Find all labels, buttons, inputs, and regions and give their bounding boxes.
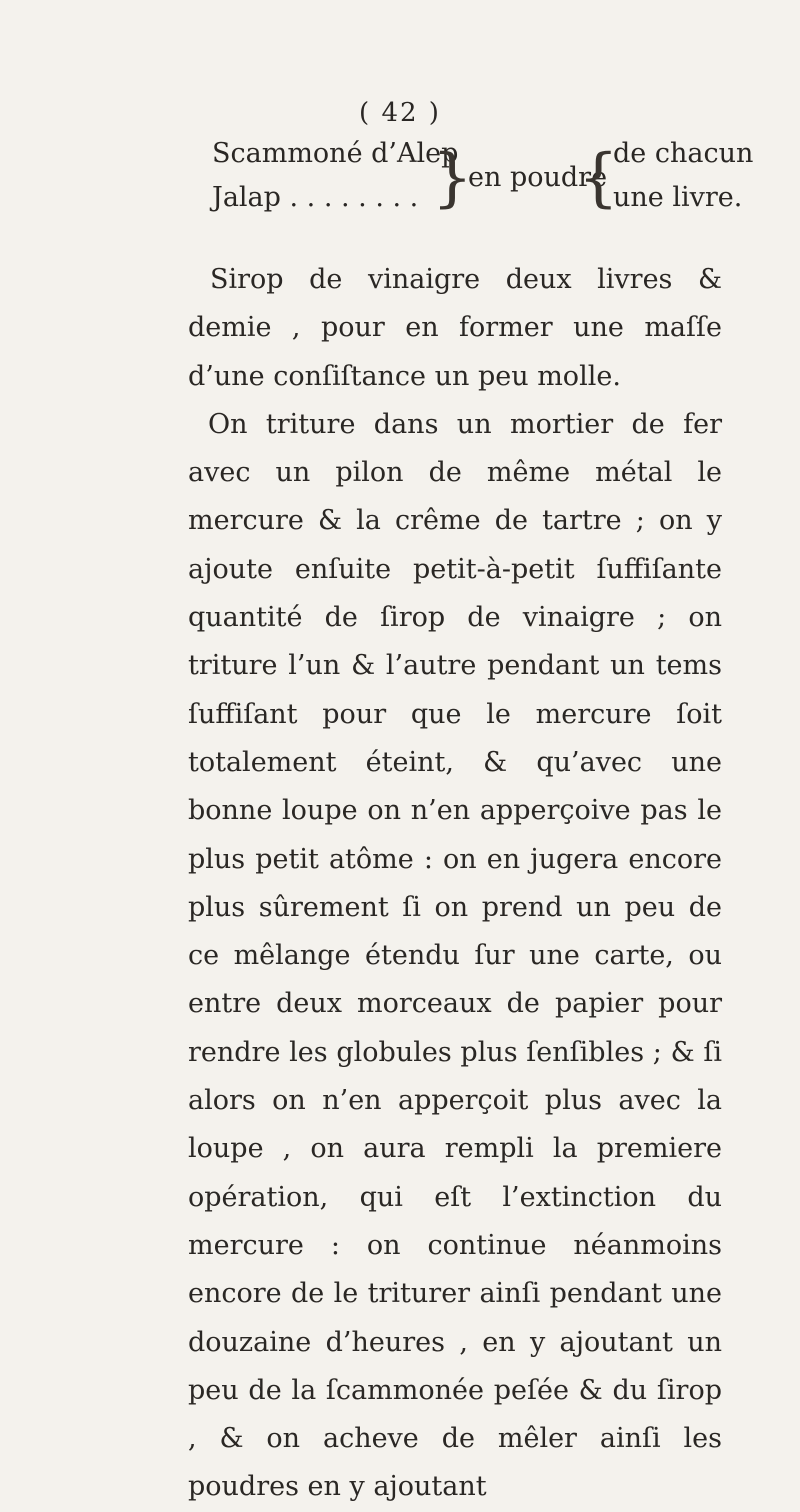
ingredient-scammony: Scammoné d’Alep: [212, 138, 459, 169]
paragraph-syrup: Sirop de vinaigre deux livres & demie , pour en former une maſſe d’une conſiſtance un peu molle.: [188, 264, 722, 392]
ingredient-jalap: Jalap . . . . . . . .: [212, 182, 419, 213]
page-number: ( 42 ): [359, 98, 441, 128]
body-text: [188, 256, 722, 1512]
preparation-note: en poudre: [468, 162, 608, 193]
quantity-pound: une livre.: [613, 182, 743, 213]
right-brace-icon: }: [432, 141, 473, 215]
recipe-block: [0, 138, 800, 238]
paragraph-method: On triture dans un mortier de fer avec un pilon de même métal le mercure & la crême de tartre ; on y ajoute enſuite petit-à-petit ſuffiſante quantité de ſirop de vinaigre ; on triture l’un & l’autre pendant un tems ſuffiſant pour que le mercure ſoit totalement éteint, & qu’avec une bonne loupe on n’en apperçoive pas le plus petit atôme : on en jugera encore plus sûrement ſi on prend un peu de ce mêlange étendu ſur une carte, ou entre deux morceaux de papier pour rendre les globules plus ſenſibles ; & ſi alors on n’en apperçoit plus avec la loupe , on aura rempli la premiere opération, qui eſt l’extinction du mercure : on continue néanmoins encore de le triturer ainſi pendant une douzaine d’heures , en y ajoutant un peu de la ſcammonée peſée & du ſirop , & on acheve de mêler ainſi les poudres en y ajoutant: [188, 408, 722, 1503]
left-brace-icon: {: [578, 141, 619, 215]
quantity-each: de chacun: [613, 138, 754, 169]
